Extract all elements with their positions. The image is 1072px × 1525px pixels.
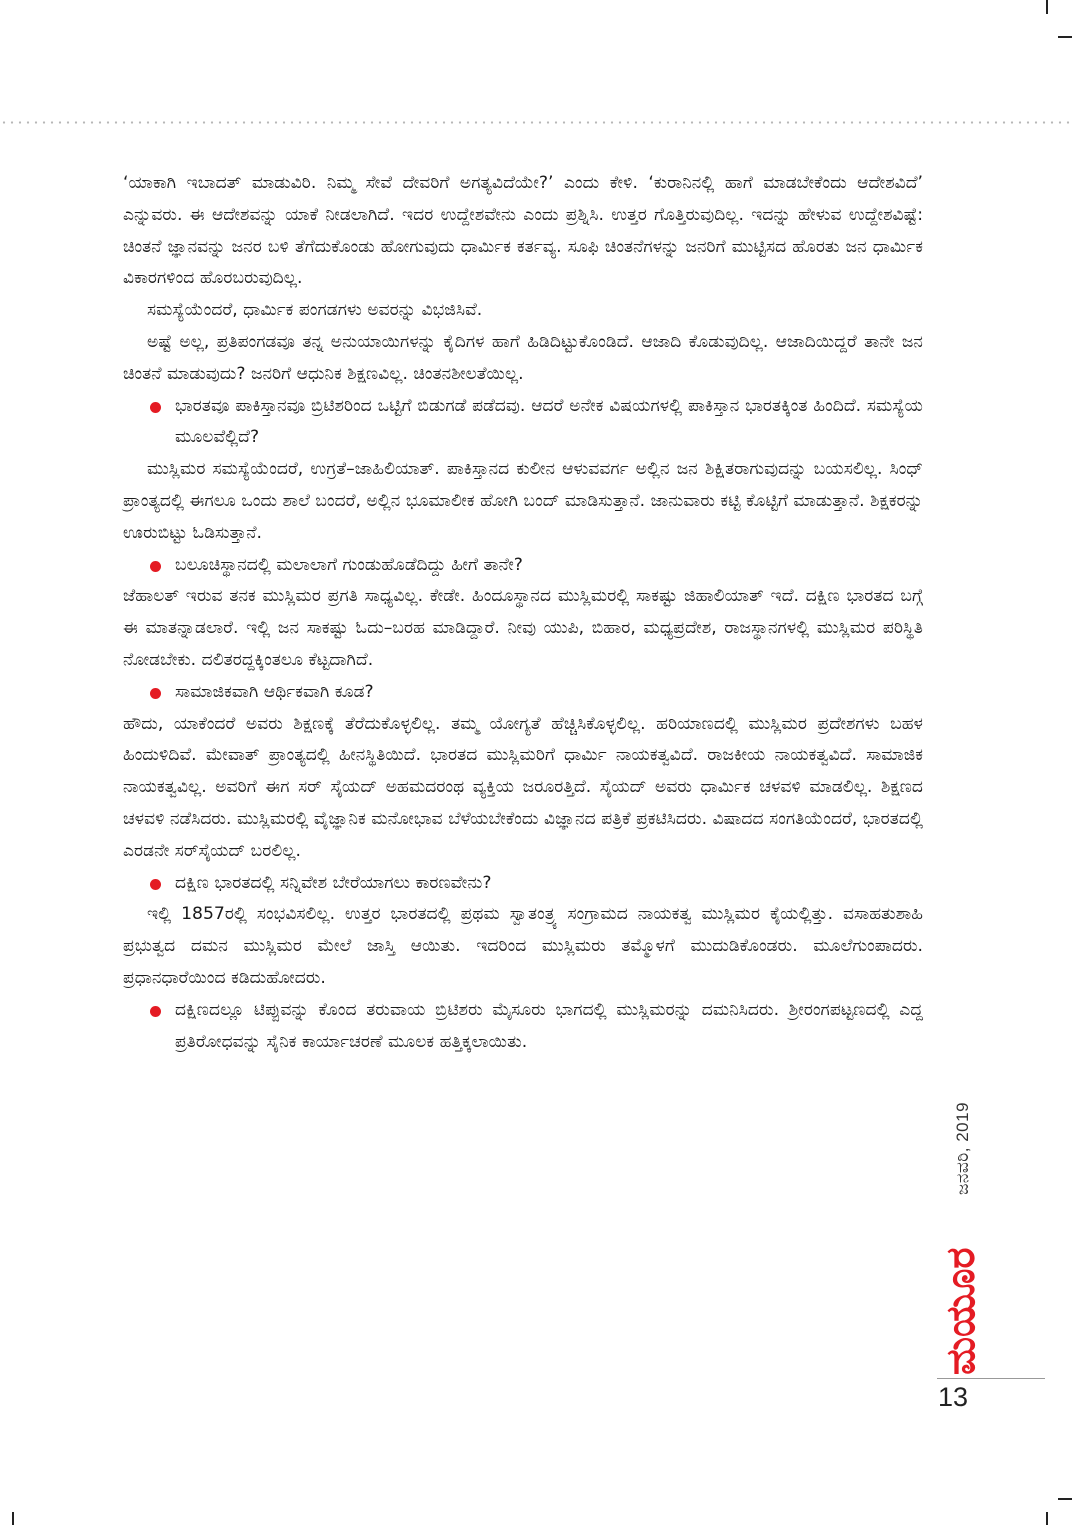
body-paragraph: ಸಮಸ್ಯೆಯೆಂದರೆ, ಧಾರ್ಮಿಕ ಪಂಗಡಗಳು ಅವರನ್ನು ವಿಭಜಿಸಿವೆ. [147,300,483,321]
question-text: ಭಾರತವೂ ಪಾಕಿಸ್ತಾನವೂ ಬ್ರಿಟಿಶರಿಂದ ಒಟ್ಟಿಗೆ ಬಿಡುಗಡೆ ಪಡೆದವು. ಆದರೆ ಅನೇಕ ವಿಷಯಗಳಲ್ಲಿ ಪಾಕಿಸ್ತಾನ ಭಾರತಕ್ಕಿಂತ ಹಿಂದಿದೆ. ಸಮಸ್ಯೆಯ ಮೂಲವೆಲ್ಲಿದೆ? [175,395,923,448]
bullet-icon [150,879,161,890]
question-text: ಸಾಮಾಜಿಕವಾಗಿ ಆರ್ಥಿಕವಾಗಿ ಕೂಡ? [175,681,374,702]
page-number: 13 [938,1382,969,1412]
body-paragraph: ಮುಸ್ಲಿಮರ ಸಮಸ್ಯೆಯೆಂದರೆ, ಉಗ್ರತೆ–ಜಾಹಿಲಿಯಾತ್. ಪಾಕಿಸ್ತಾನದ ಕುಲೀನ ಆಳುವವರ್ಗ ಅಲ್ಲಿನ ಜನ ಶಿಕ್ಷಿತರಾಗುವುದನ್ನು ಬಯಸಲಿಲ್ಲ. ಸಿಂಧ್ ಪ್ರಾಂತ್ಯದಲ್ಲಿ ಈಗಲೂ ಒಂದು ಶಾಲೆ ಬಂದರೆ, ಅಲ್ಲಿನ ಭೂಮಾಲೀಕ ಹೋಗಿ ಬಂದ್ ಮಾಡಿಸುತ್ತಾನೆ. ಜಾನುವಾರು ಕಟ್ಟಿ ಕೊಟ್ಟಿಗೆ ಮಾಡುತ್ತಾನೆ. ಶಿಕ್ಷಕರನ್ನು ಊರುಬಿಟ್ಟು ಓಡಿಸುತ್ತಾನೆ. [123,459,923,543]
question-item [123,550,923,582]
question-text: ಬಲೂಚಿಸ್ಥಾನದಲ್ಲಿ ಮಲಾಲಾಗೆ ಗುಂಡುಹೊಡೆದಿದ್ದು ಹೀಗೆ ತಾನೇ? [175,554,523,575]
question-text: ದಕ್ಷಿಣದಲ್ಲೂ ಟಿಪ್ಪುವನ್ನು ಕೊಂದ ತರುವಾಯ ಬ್ರಿಟಿಶರು ಮೈಸೂರು ಭಾಗದಲ್ಲಿ ಮುಸ್ಲಿಮರನ್ನು ದಮನಿಸಿದರು. ಶ್ರೀರಂಗಪಟ್ಟಣದಲ್ಲಿ ಎದ್ದ ಪ್ರತಿರೋಧವನ್ನು ಸೈನಿಕ ಕಾರ್ಯಾಚರಣೆ ಮೂಲಕ ಹತ್ತಿಕ್ಕಲಾಯಿತು. [175,999,923,1052]
bullet-icon [150,1006,161,1017]
question-item [123,677,923,709]
body-paragraph: ‘ಯಾಕಾಗಿ ಇಬಾದತ್ ಮಾಡುವಿರಿ. ನಿಮ್ಮ ಸೇವೆ ದೇವರಿಗೆ ಅಗತ್ಯವಿದೆಯೇ?’ ಎಂದು ಕೇಳಿ. ‘ಕುರಾನಿನಲ್ಲಿ ಹಾಗೆ ಮಾಡಬೇಕೆಂದು ಆದೇಶವಿದೆ’ ಎನ್ನುವರು. ಈ ಆದೇಶವನ್ನು ಯಾಕೆ ನೀಡಲಾಗಿದೆ. ಇದರ ಉದ್ದೇಶವೇನು ಎಂದು ಪ್ರಶ್ನಿಸಿ. ಉತ್ತರ ಗೊತ್ತಿರುವುದಿಲ್ಲ. ಇದನ್ನು ಹೇಳುವ ಉದ್ದೇಶವಿಷ್ಟೆ: ಚಿಂತನೆ ಜ್ಞಾನವನ್ನು ಜನರ ಬಳಿ ತೆಗೆದುಕೊಂಡು ಹೋಗುವುದು ಧಾರ್ಮಿಕ ಕರ್ತವ್ಯ. ಸೂಫಿ ಚಿಂತನೆಗಳನ್ನು ಜನರಿಗೆ ಮುಟ್ಟಿಸದ ಹೊರತು ಜನ ಧಾರ್ಮಿಕ ವಿಕಾರಗಳಿಂದ ಹೊರಬರುವುದಿಲ್ಲ. [123,173,923,289]
crop-mark-right-top [1058,36,1072,38]
question-item [123,391,923,455]
crop-mark-bottom-right [1046,1512,1048,1525]
footer-sidebar [923,1075,983,1375]
crop-mark-top-right [1046,0,1048,14]
article-body [123,168,923,1058]
question-text: ದಕ್ಷಿಣ ಭಾರತದಲ್ಲಿ ಸನ್ನಿವೇಶ ಬೇರೆಯಾಗಲು ಕಾರಣವೇನು? [175,872,492,893]
header-dotted-rule [0,121,1072,124]
body-paragraph: ಅಷ್ಟೆ ಅಲ್ಲ, ಪ್ರತಿಪಂಗಡವೂ ತನ್ನ ಅನುಯಾಯಿಗಳನ್ನು ಕೈದಿಗಳ ಹಾಗೆ ಹಿಡಿದಿಟ್ಟುಕೊಂಡಿದೆ. ಆಜಾದಿ ಕೊಡುವುದಿಲ್ಲ. ಆಜಾದಿಯಿದ್ದರೆ ತಾನೇ ಜನ ಚಿಂತನೆ ಮಾಡುವುದು? ಜನರಿಗೆ ಆಧುನಿಕ ಶಿಕ್ಷಣವಿಲ್ಲ. ಚಿಂತನಶೀಲತೆಯಿಲ್ಲ. [123,331,923,384]
issue-date: ಜನವರಿ, 2019 [953,1101,972,1195]
crop-mark-right-bottom [1058,1498,1072,1500]
body-paragraph: ಇಲ್ಲಿ 1857ರಲ್ಲಿ ಸಂಭವಿಸಲಿಲ್ಲ. ಉತ್ತರ ಭಾರತದಲ್ಲಿ ಪ್ರಥಮ ಸ್ವಾತಂತ್ರ್ಯ ಸಂಗ್ರಾಮದ ನಾಯಕತ್ವ ಮುಸ್ಲಿಮರ ಕೈಯಲ್ಲಿತ್ತು. ವಸಾಹತುಶಾಹಿ ಪ್ರಭುತ್ವದ ದಮನ ಮುಸ್ಲಿಮರ ಮೇಲೆ ಜಾಸ್ತಿ ಆಯಿತು. ಇದರಿಂದ ಮುಸ್ಲಿಮರು ತಮ್ಮೊಳಗೆ ಮುದುಡಿಕೊಂಡರು. ಮೂಲೆಗುಂಪಾದರು. ಪ್ರಧಾನಧಾರೆಯಿಂದ ಕಡಿದುಹೋದರು. [123,904,923,988]
page-number-rule [937,1378,1045,1379]
body-paragraph: ಜೆಹಾಲತ್ ಇರುವ ತನಕ ಮುಸ್ಲಿಮರ ಪ್ರಗತಿ ಸಾಧ್ಯವಿಲ್ಲ. ಕೇಡೇ. ಹಿಂದೂಸ್ಥಾನದ ಮುಸ್ಲಿಮರಲ್ಲಿ ಸಾಕಷ್ಟು ಜಿಹಾಲಿಯಾತ್ ಇದೆ. ದಕ್ಷಿಣ ಭಾರತದ ಬಗ್ಗೆ ಈ ಮಾತನ್ನಾಡಲಾರೆ. ಇಲ್ಲಿ ಜನ ಸಾಕಷ್ಟು ಓದು–ಬರಹ ಮಾಡಿದ್ದಾರೆ. ನೀವು ಯುಪಿ, ಬಿಹಾರ, ಮಧ್ಯಪ್ರದೇಶ, ರಾಜಸ್ಥಾನಗಳಲ್ಲಿ ಮುಸ್ಲಿಮರ ಪರಿಸ್ಥಿತಿ ನೋಡಬೇಕು. ದಲಿತರದ್ದಕ್ಕಿಂತಲೂ ಕೆಟ್ಟದಾಗಿದೆ. [123,586,923,670]
magazine-logo: ಮಯೂರ [938,1247,984,1375]
body-paragraph: ಹೌದು, ಯಾಕೆಂದರೆ ಅವರು ಶಿಕ್ಷಣಕ್ಕೆ ತೆರೆದುಕೊಳ್ಳಲಿಲ್ಲ. ತಮ್ಮ ಯೋಗ್ಯತೆ ಹೆಚ್ಚಿಸಿಕೊಳ್ಳಲಿಲ್ಲ. ಹರಿಯಾಣದಲ್ಲಿ ಮುಸ್ಲಿಮರ ಪ್ರದೇಶಗಳು ಬಹಳ ಹಿಂದುಳಿದಿವೆ. ಮೇವಾತ್ ಪ್ರಾಂತ್ಯದಲ್ಲಿ ಹೀನಸ್ಥಿತಿಯಿದೆ. ಭಾರತದ ಮುಸ್ಲಿಮರಿಗೆ ಧಾರ್ಮಿ ನಾಯಕತ್ವವಿದೆ. ರಾಜಕೀಯ ನಾಯಕತ್ವವಿದೆ. ಸಾಮಾಜಿಕ ನಾಯಕತ್ವವಿಲ್ಲ. ಅವರಿಗೆ ಈಗ ಸರ್ ಸೈಯದ್ ಅಹಮದರಂಥ ವ್ಯಕ್ತಿಯ ಜರೂರತ್ತಿದೆ. ಸೈಯದ್ ಅವರು ಧಾರ್ಮಿಕ ಚಳವಳಿ ಮಾಡಲಿಲ್ಲ. ಶಿಕ್ಷಣದ ಚಳವಳಿ ನಡೆಸಿದರು. ಮುಸ್ಲಿಮರಲ್ಲಿ ವೈಜ್ಞಾನಿಕ ಮನೋಭಾವ ಬೆಳೆಯಬೇಕೆಂದು ವಿಜ್ಞಾನದ ಪತ್ರಿಕೆ ಪ್ರಕಟಿಸಿದರು. ವಿಷಾದದ ಸಂಗತಿಯೆಂದರೆ, ಭಾರತದಲ್ಲಿ ಎರಡನೇ ಸರ್‌ಸೈಯದ್ ಬರಲಿಲ್ಲ. [123,713,923,861]
crop-mark-bottom-left [12,1512,14,1525]
bullet-icon [150,688,161,699]
bullet-icon [150,561,161,572]
question-item [123,995,923,1059]
bullet-icon [150,402,161,413]
question-item [123,868,923,900]
